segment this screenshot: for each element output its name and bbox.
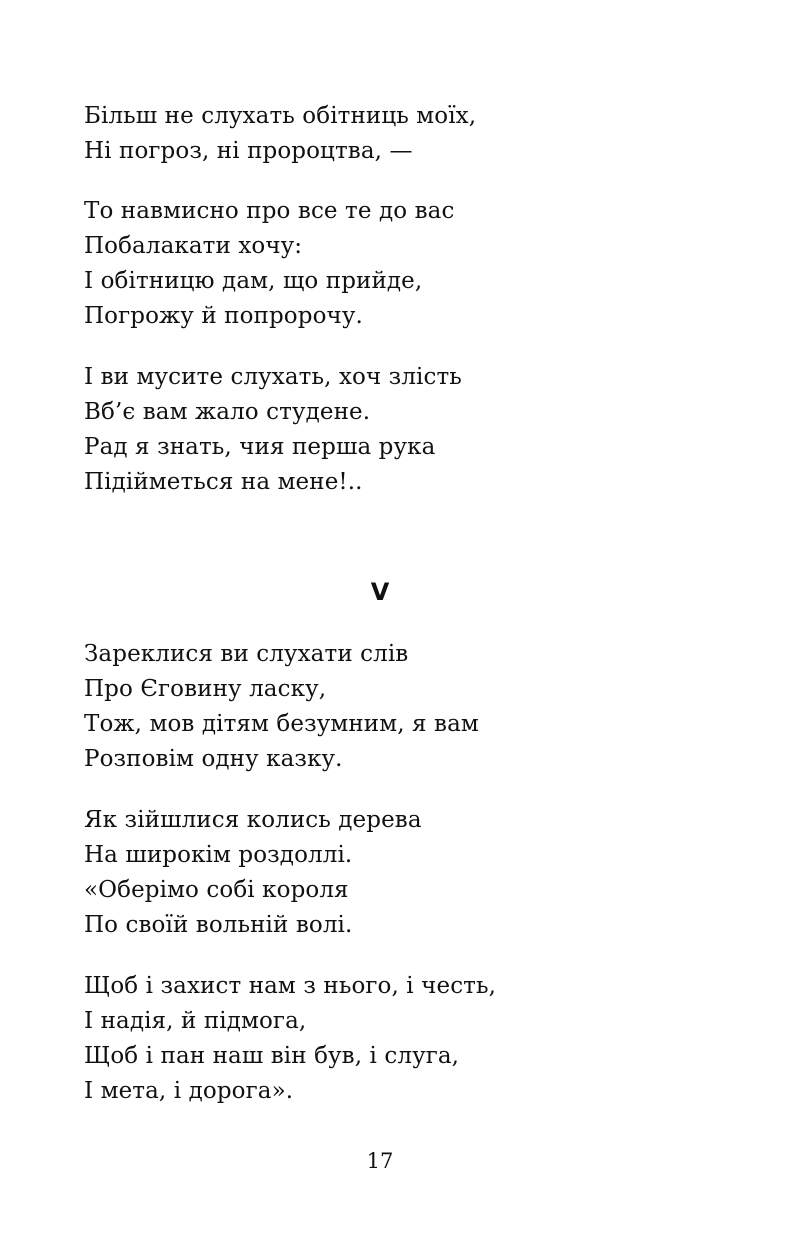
verse-line: І ви мусите слухать, хоч злість	[84, 364, 462, 390]
verse-line: Побалакати хочу:	[84, 233, 303, 259]
verse-line: Рад я знать, чия перша рука	[84, 434, 436, 460]
verse-line: Ні погроз, ні пророцтва, —	[84, 138, 413, 164]
verse-line: То навмисно про все те до вас	[84, 198, 455, 224]
stanza	[84, 803, 724, 943]
verse-line: Погрожу й попророчу.	[84, 303, 363, 329]
verse-line: Вб’є вам жало студене.	[84, 399, 371, 425]
section-heading: V	[370, 578, 390, 606]
verse-line: Розповім одну казку.	[84, 746, 343, 772]
stanza	[84, 360, 724, 500]
verse-line: «Оберімо собі короля	[84, 877, 349, 903]
verse-line: І мета, і дорога».	[84, 1078, 294, 1104]
verse-line: І надія, й підмога,	[84, 1008, 307, 1034]
stanza	[84, 99, 724, 169]
verse-line: Щоб і пан наш він був, і слуга,	[84, 1043, 460, 1069]
verse-line: Більш не слухать обітниць моїх,	[84, 103, 477, 129]
page-number: 17	[366, 1149, 394, 1173]
verse-line: Зареклися ви слухати слів	[84, 641, 409, 667]
verse-line: І обітницю дам, що прийде,	[84, 268, 423, 294]
verse-line: Щоб і захист нам з нього, і честь,	[84, 973, 497, 999]
verse-line: Про Єговину ласку,	[84, 676, 327, 702]
stanza	[84, 969, 724, 1109]
verse-line: Як зійшлися колись дерева	[84, 807, 422, 833]
stanza	[84, 194, 724, 334]
verse-line: На широкім роздоллі.	[84, 842, 353, 868]
verse-line: По своїй вольній волі.	[84, 912, 353, 938]
verse-line: Підійметься на мене!..	[84, 469, 363, 495]
stanza	[84, 637, 724, 777]
verse-line: Тож, мов дітям безумним, я вам	[84, 711, 479, 737]
